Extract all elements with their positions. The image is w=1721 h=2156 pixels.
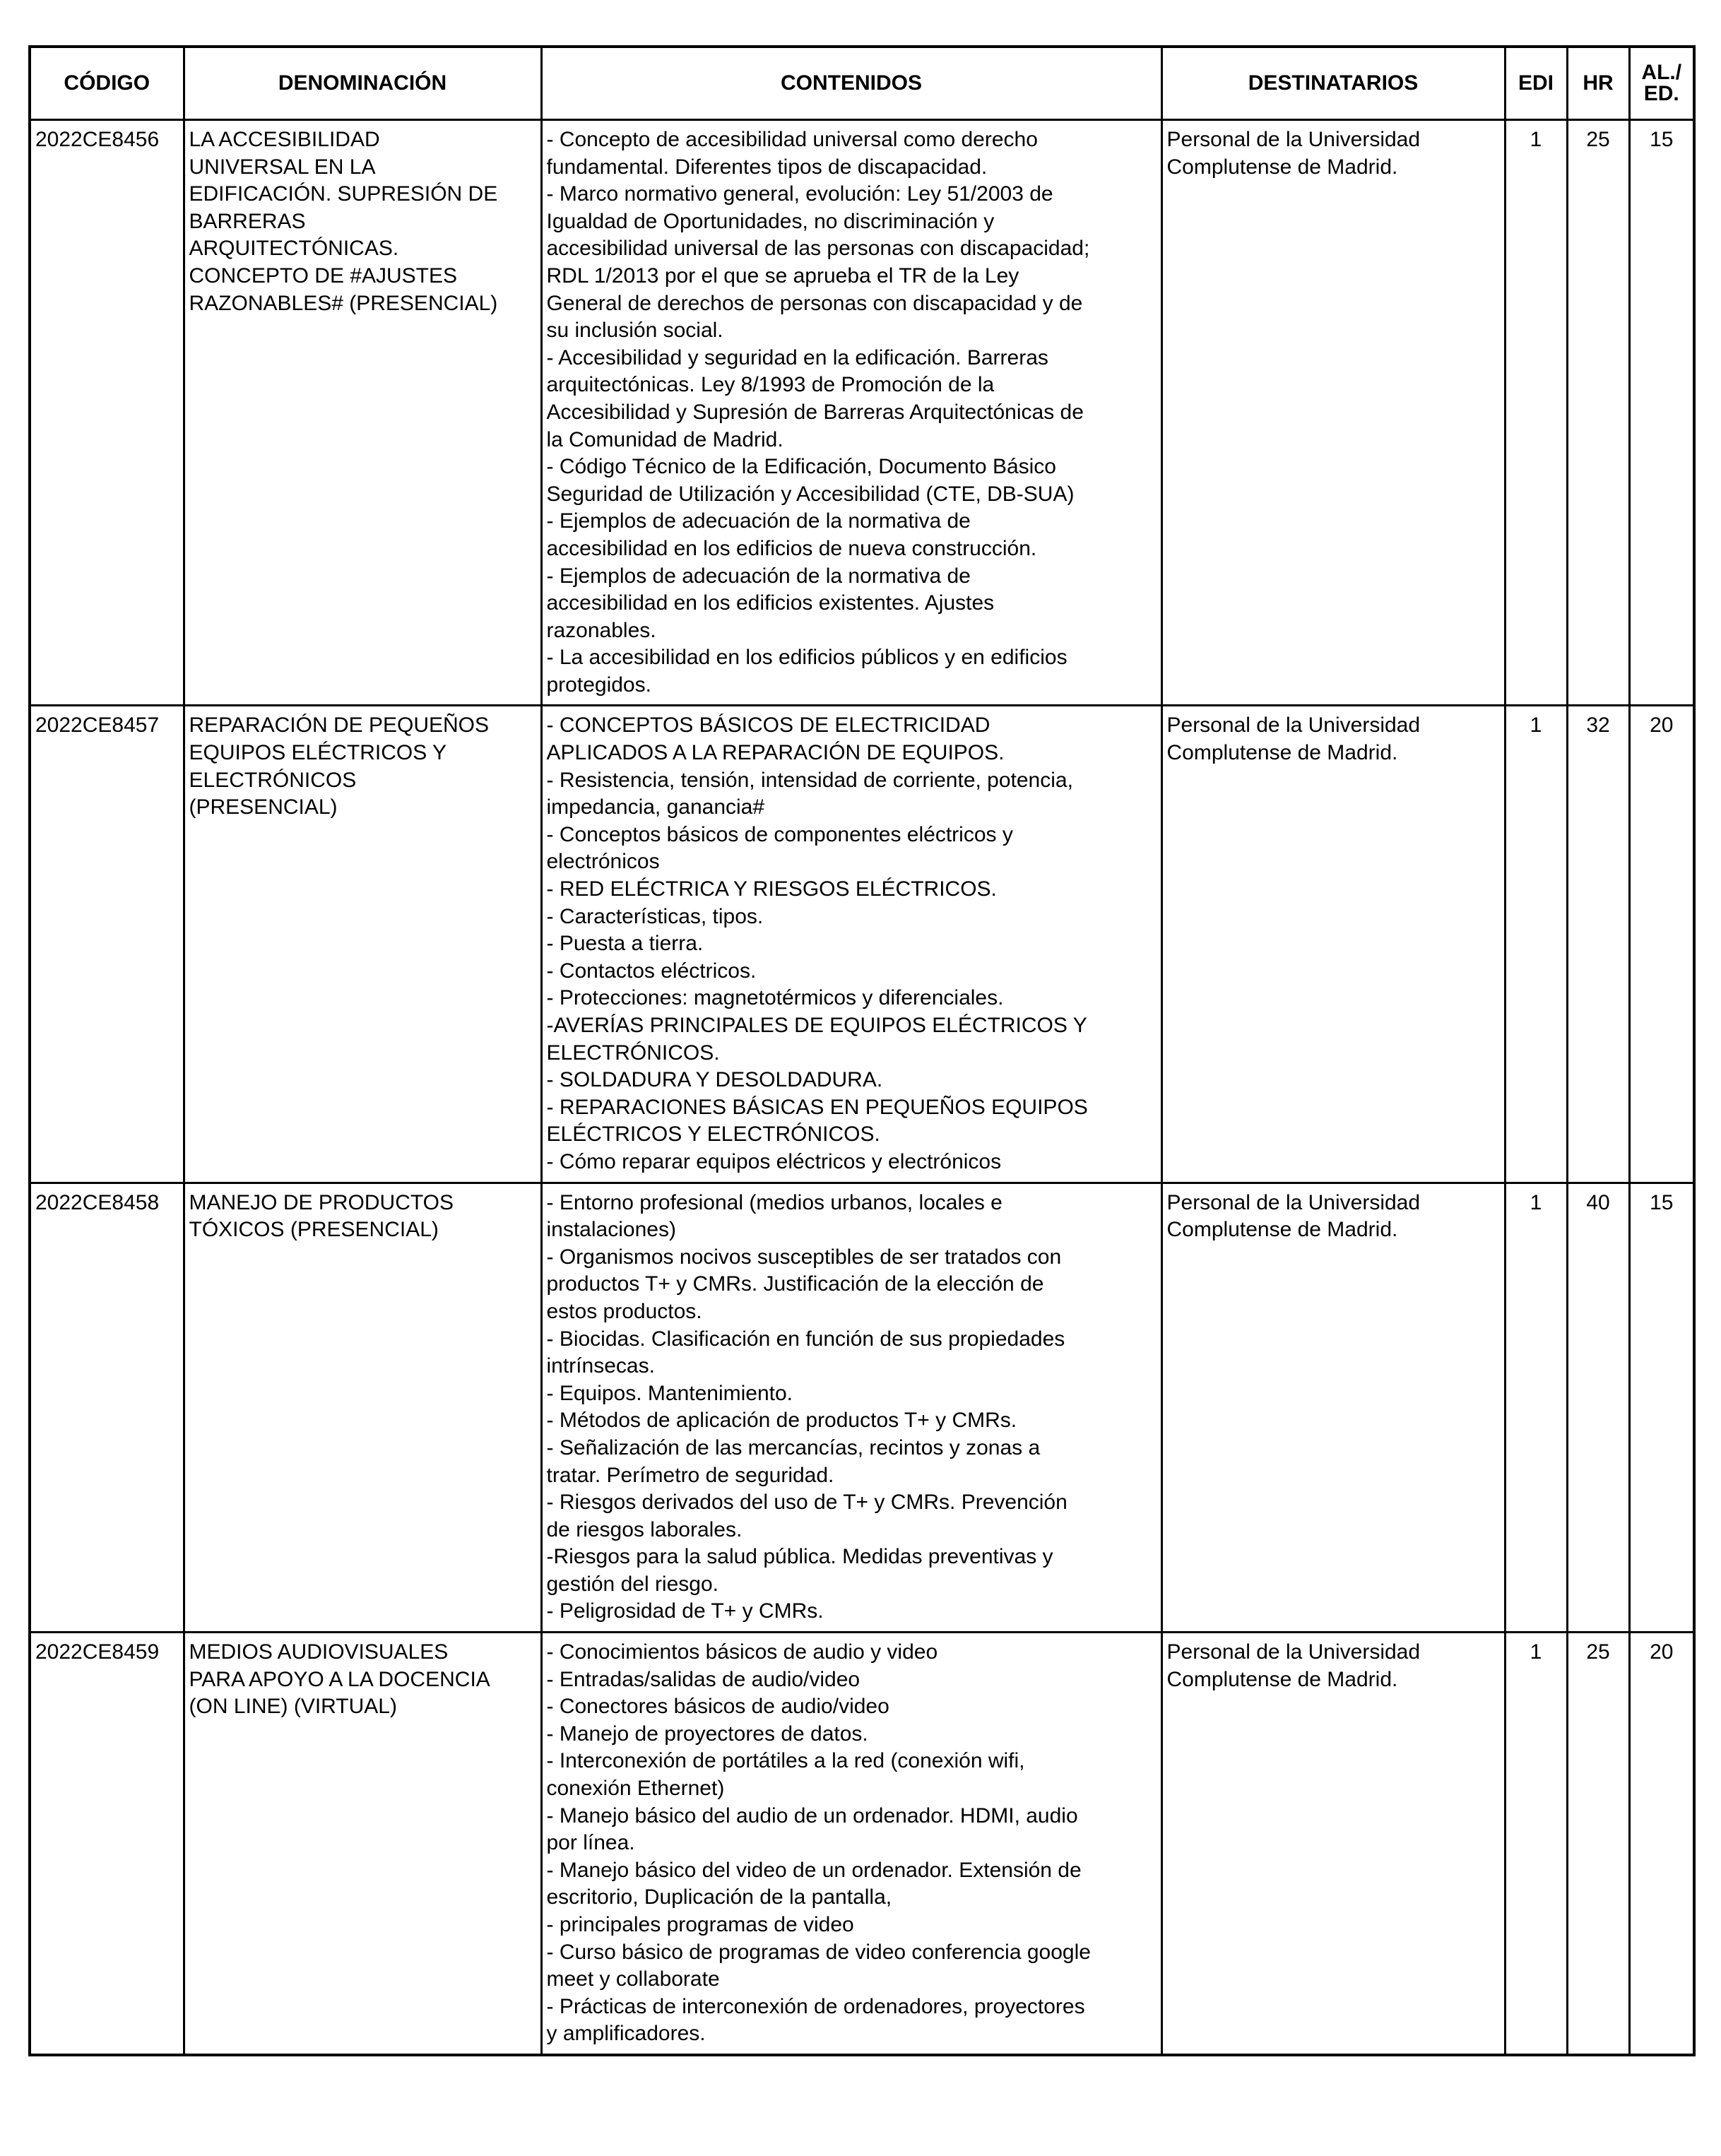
cell-destinatarios-line: Complutense de Madrid.: [1166, 741, 1398, 765]
cell-contenidos-line: fundamental. Diferentes tipos de discapacidad.: [546, 155, 988, 179]
cell-denominacion: [184, 706, 541, 1183]
cell-contenidos-line: - Protecciones: magnetotérmicos y diferenciales.: [546, 986, 1004, 1010]
header-codigo: CÓDIGO: [30, 47, 184, 120]
cell-contenidos-line: - Interconexión de portátiles a la red (conexión wifi,: [546, 1749, 1025, 1773]
cell-contenidos-line: conexión Ethernet): [546, 1777, 725, 1801]
cell-contenidos-line: -AVERÍAS PRINCIPALES DE EQUIPOS ELÉCTRICOS Y: [546, 1014, 1087, 1037]
cell-edi: 1: [1505, 1183, 1567, 1633]
cell-contenidos-line: y amplificadores.: [546, 2022, 706, 2046]
cell-denominacion-line: MANEJO DE PRODUCTOS: [189, 1190, 454, 1214]
cell-denominacion-line: PARA APOYO A LA DOCENCIA: [189, 1667, 490, 1691]
cell-destinatarios-line: Personal de la Universidad: [1166, 1190, 1421, 1214]
course-table-sheet: [28, 45, 1693, 2056]
cell-al-ed: 15: [1629, 1183, 1694, 1633]
cell-contenidos-line: electrónicos: [546, 850, 660, 874]
cell-contenidos-line: - Marco normativo general, evolución: Ley 51/2003 de: [546, 182, 1053, 206]
cell-contenidos-line: de riesgos laborales.: [546, 1517, 743, 1541]
cell-contenidos-line: instalaciones): [546, 1218, 676, 1242]
cell-contenidos-line: - SOLDADURA Y DESOLDADURA.: [546, 1068, 883, 1092]
cell-contenidos: [541, 706, 1161, 1183]
course-table: [28, 45, 1696, 2056]
cell-denominacion-line: RAZONABLES# (PRESENCIAL): [189, 291, 498, 315]
cell-destinatarios-line: Complutense de Madrid.: [1166, 1218, 1398, 1242]
cell-contenidos-line: meet y collaborate: [546, 1967, 720, 1991]
cell-contenidos-line: - Entorno profesional (medios urbanos, locales e: [546, 1190, 1003, 1214]
cell-contenidos-line: accesibilidad universal de las personas con discapacidad;: [546, 237, 1090, 261]
cell-contenidos-line: accesibilidad en los edificios de nueva construcción.: [546, 536, 1037, 560]
cell-contenidos-line: - Biocidas. Clasificación en función de sus propiedades: [546, 1327, 1065, 1351]
cell-contenidos-line: RDL 1/2013 por el que se aprueba el TR de la Ley: [546, 263, 1019, 288]
cell-edi: 1: [1505, 1633, 1567, 2055]
cell-destinatarios-line: Personal de la Universidad: [1166, 128, 1421, 151]
cell-codigo: 2022CE8459: [30, 1633, 184, 2055]
cell-contenidos-line: -Riesgos para la salud pública. Medidas preventivas y: [546, 1545, 1053, 1569]
cell-contenidos-line: - Curso básico de programas de video conferencia google: [546, 1940, 1091, 1964]
cell-destinatarios-line: Personal de la Universidad: [1166, 713, 1421, 738]
cell-denominacion-line: MEDIOS AUDIOVISUALES: [189, 1640, 449, 1664]
cell-contenidos-line: razonables.: [546, 618, 656, 642]
cell-contenidos-line: escritorio, Duplicación de la pantalla,: [546, 1885, 892, 1909]
cell-contenidos-line: - Métodos de aplicación de productos T+ y CMRs.: [546, 1409, 1017, 1433]
cell-contenidos-line: - Cómo reparar equipos eléctricos y electrónicos: [546, 1149, 1002, 1173]
cell-denominacion: [184, 120, 541, 706]
cell-contenidos-line: - Entradas/salidas de audio/video: [546, 1667, 860, 1691]
cell-contenidos-line: - Manejo básico del video de un ordenador. Extensión de: [546, 1858, 1082, 1882]
cell-contenidos-line: - principales programas de video: [546, 1913, 854, 1936]
cell-denominacion-line: EQUIPOS ELÉCTRICOS Y: [189, 741, 447, 765]
cell-contenidos-line: - Contactos eléctricos.: [546, 959, 757, 983]
cell-contenidos-line: intrínsecas.: [546, 1354, 655, 1378]
cell-destinatarios: [1161, 120, 1505, 706]
cell-codigo: 2022CE8458: [30, 1183, 184, 1633]
cell-contenidos-line: - Ejemplos de adecuación de la normativa de: [546, 509, 971, 533]
cell-destinatarios-line: Complutense de Madrid.: [1166, 155, 1398, 179]
cell-contenidos-line: - Concepto de accesibilidad universal como derecho: [546, 128, 1038, 151]
table-row: [30, 1183, 1694, 1633]
header-destinatarios: DESTINATARIOS: [1161, 47, 1505, 120]
cell-contenidos-line: - Riesgos derivados del uso de T+ y CMRs. Prevención: [546, 1491, 1068, 1515]
cell-contenidos-line: tratar. Perímetro de seguridad.: [546, 1463, 834, 1487]
header-al-ed-line-2: ED.: [1643, 82, 1679, 105]
cell-contenidos-line: arquitectónicas. Ley 8/1993 de Promoción de la: [546, 373, 995, 397]
cell-contenidos-line: - Conceptos básicos de componentes eléctricos y: [546, 822, 1013, 846]
cell-contenidos-line: productos T+ y CMRs. Justificación de la elección de: [546, 1272, 1044, 1296]
cell-destinatarios: [1161, 706, 1505, 1183]
cell-contenidos-line: - Conectores básicos de audio/video: [546, 1695, 889, 1719]
cell-contenidos-line: Accesibilidad y Supresión de Barreras Arquitectónicas de: [546, 400, 1084, 424]
cell-hr: 32: [1567, 706, 1629, 1183]
cell-contenidos-line: - Resistencia, tensión, intensidad de corriente, potencia,: [546, 768, 1073, 792]
cell-contenidos-line: gestión del riesgo.: [546, 1572, 718, 1596]
cell-contenidos-line: ELECTRÓNICOS.: [546, 1041, 720, 1065]
cell-al-ed: 15: [1629, 120, 1694, 706]
cell-contenidos-line: ELÉCTRICOS Y ELECTRÓNICOS.: [546, 1123, 880, 1147]
cell-contenidos-line: - Accesibilidad y seguridad en la edificación. Barreras: [546, 345, 1048, 369]
cell-denominacion-line: EDIFICACIÓN. SUPRESIÓN DE: [189, 182, 498, 206]
cell-codigo: 2022CE8457: [30, 706, 184, 1183]
cell-contenidos: [541, 120, 1161, 706]
cell-denominacion-line: UNIVERSAL EN LA: [189, 155, 376, 179]
cell-destinatarios: [1161, 1183, 1505, 1633]
cell-contenidos: [541, 1633, 1161, 2055]
cell-destinatarios-line: Personal de la Universidad: [1166, 1640, 1421, 1664]
cell-hr: 25: [1567, 1633, 1629, 2055]
header-hr: HR: [1567, 47, 1629, 120]
cell-edi: 1: [1505, 120, 1567, 706]
cell-contenidos-line: - CONCEPTOS BÁSICOS DE ELECTRICIDAD: [546, 713, 990, 738]
cell-contenidos-line: General de derechos de personas con discapacidad y de: [546, 291, 1083, 315]
cell-contenidos-line: - Manejo de proyectores de datos.: [546, 1722, 868, 1746]
cell-denominacion-line: (PRESENCIAL): [189, 795, 338, 819]
cell-al-ed: 20: [1629, 1633, 1694, 2055]
cell-contenidos-line: - Características, tipos.: [546, 904, 764, 928]
cell-contenidos-line: - RED ELÉCTRICA Y RIESGOS ELÉCTRICOS.: [546, 877, 997, 901]
cell-contenidos-line: - La accesibilidad en los edificios públicos y en edificios: [546, 646, 1068, 670]
cell-denominacion: [184, 1633, 541, 2055]
cell-denominacion-line: BARRERAS: [189, 209, 306, 233]
cell-contenidos-line: impedancia, ganancia#: [546, 795, 765, 819]
cell-denominacion-line: (ON LINE) (VIRTUAL): [189, 1695, 397, 1719]
cell-contenidos-line: Igualdad de Oportunidades, no discriminación y: [546, 209, 995, 233]
header-denominacion: DENOMINACIÓN: [184, 47, 541, 120]
cell-contenidos-line: - Prácticas de interconexión de ordenadores, proyectores: [546, 1994, 1085, 2018]
cell-contenidos-line: por línea.: [546, 1831, 635, 1855]
cell-edi: 1: [1505, 706, 1567, 1183]
header-al-ed-line-1: AL./: [1641, 61, 1682, 84]
cell-contenidos-line: Seguridad de Utilización y Accesibilidad (CTE, DB-SUA): [546, 482, 1075, 506]
cell-denominacion-line: ARQUITECTÓNICAS.: [189, 237, 399, 261]
cell-contenidos-line: - Organismos nocivos susceptibles de ser tratados con: [546, 1245, 1062, 1269]
cell-denominacion-line: TÓXICOS (PRESENCIAL): [189, 1218, 439, 1242]
cell-denominacion-line: LA ACCESIBILIDAD: [189, 128, 380, 151]
cell-contenidos-line: su inclusión social.: [546, 319, 723, 343]
cell-contenidos-line: - Peligrosidad de T+ y CMRs.: [546, 1599, 824, 1623]
cell-denominacion-line: CONCEPTO DE #AJUSTES: [189, 263, 458, 288]
header-row: [30, 47, 1694, 120]
cell-contenidos-line: estos productos.: [546, 1299, 702, 1323]
cell-denominacion-line: REPARACIÓN DE PEQUEÑOS: [189, 713, 490, 738]
cell-contenidos-line: - Señalización de las mercancías, recintos y zonas a: [546, 1435, 1041, 1459]
cell-denominacion-line: ELECTRÓNICOS: [189, 768, 357, 792]
cell-contenidos-line: - REPARACIONES BÁSICAS EN PEQUEÑOS EQUIPOS: [546, 1095, 1088, 1119]
cell-contenidos: [541, 1183, 1161, 1633]
cell-contenidos-line: - Ejemplos de adecuación de la normativa de: [546, 564, 971, 588]
cell-destinatarios-line: Complutense de Madrid.: [1166, 1667, 1398, 1691]
cell-contenidos-line: la Comunidad de Madrid.: [546, 427, 783, 451]
cell-contenidos-line: APLICADOS A LA REPARACIÓN DE EQUIPOS.: [546, 741, 1005, 765]
cell-contenidos-line: - Código Técnico de la Edificación, Documento Básico: [546, 455, 1056, 479]
course-rows: [30, 120, 1694, 2055]
cell-contenidos-line: - Conocimientos básicos de audio y video: [546, 1640, 938, 1664]
cell-contenidos-line: - Equipos. Mantenimiento.: [546, 1381, 793, 1405]
cell-hr: 25: [1567, 120, 1629, 706]
table-row: [30, 1633, 1694, 2055]
header-edi: EDI: [1505, 47, 1567, 120]
cell-contenidos-line: - Puesta a tierra.: [546, 932, 704, 956]
table-row: [30, 120, 1694, 706]
cell-destinatarios: [1161, 1633, 1505, 2055]
cell-hr: 40: [1567, 1183, 1629, 1633]
cell-contenidos-line: accesibilidad en los edificios existentes. Ajustes: [546, 591, 995, 615]
cell-contenidos-line: - Manejo básico del audio de un ordenador. HDMI, audio: [546, 1803, 1078, 1828]
cell-contenidos-line: protegidos.: [546, 673, 651, 697]
cell-al-ed: 20: [1629, 706, 1694, 1183]
header-contenidos: CONTENIDOS: [541, 47, 1161, 120]
cell-codigo: 2022CE8456: [30, 120, 184, 706]
header-al-ed: [1629, 47, 1694, 120]
table-row: [30, 706, 1694, 1183]
cell-denominacion: [184, 1183, 541, 1633]
